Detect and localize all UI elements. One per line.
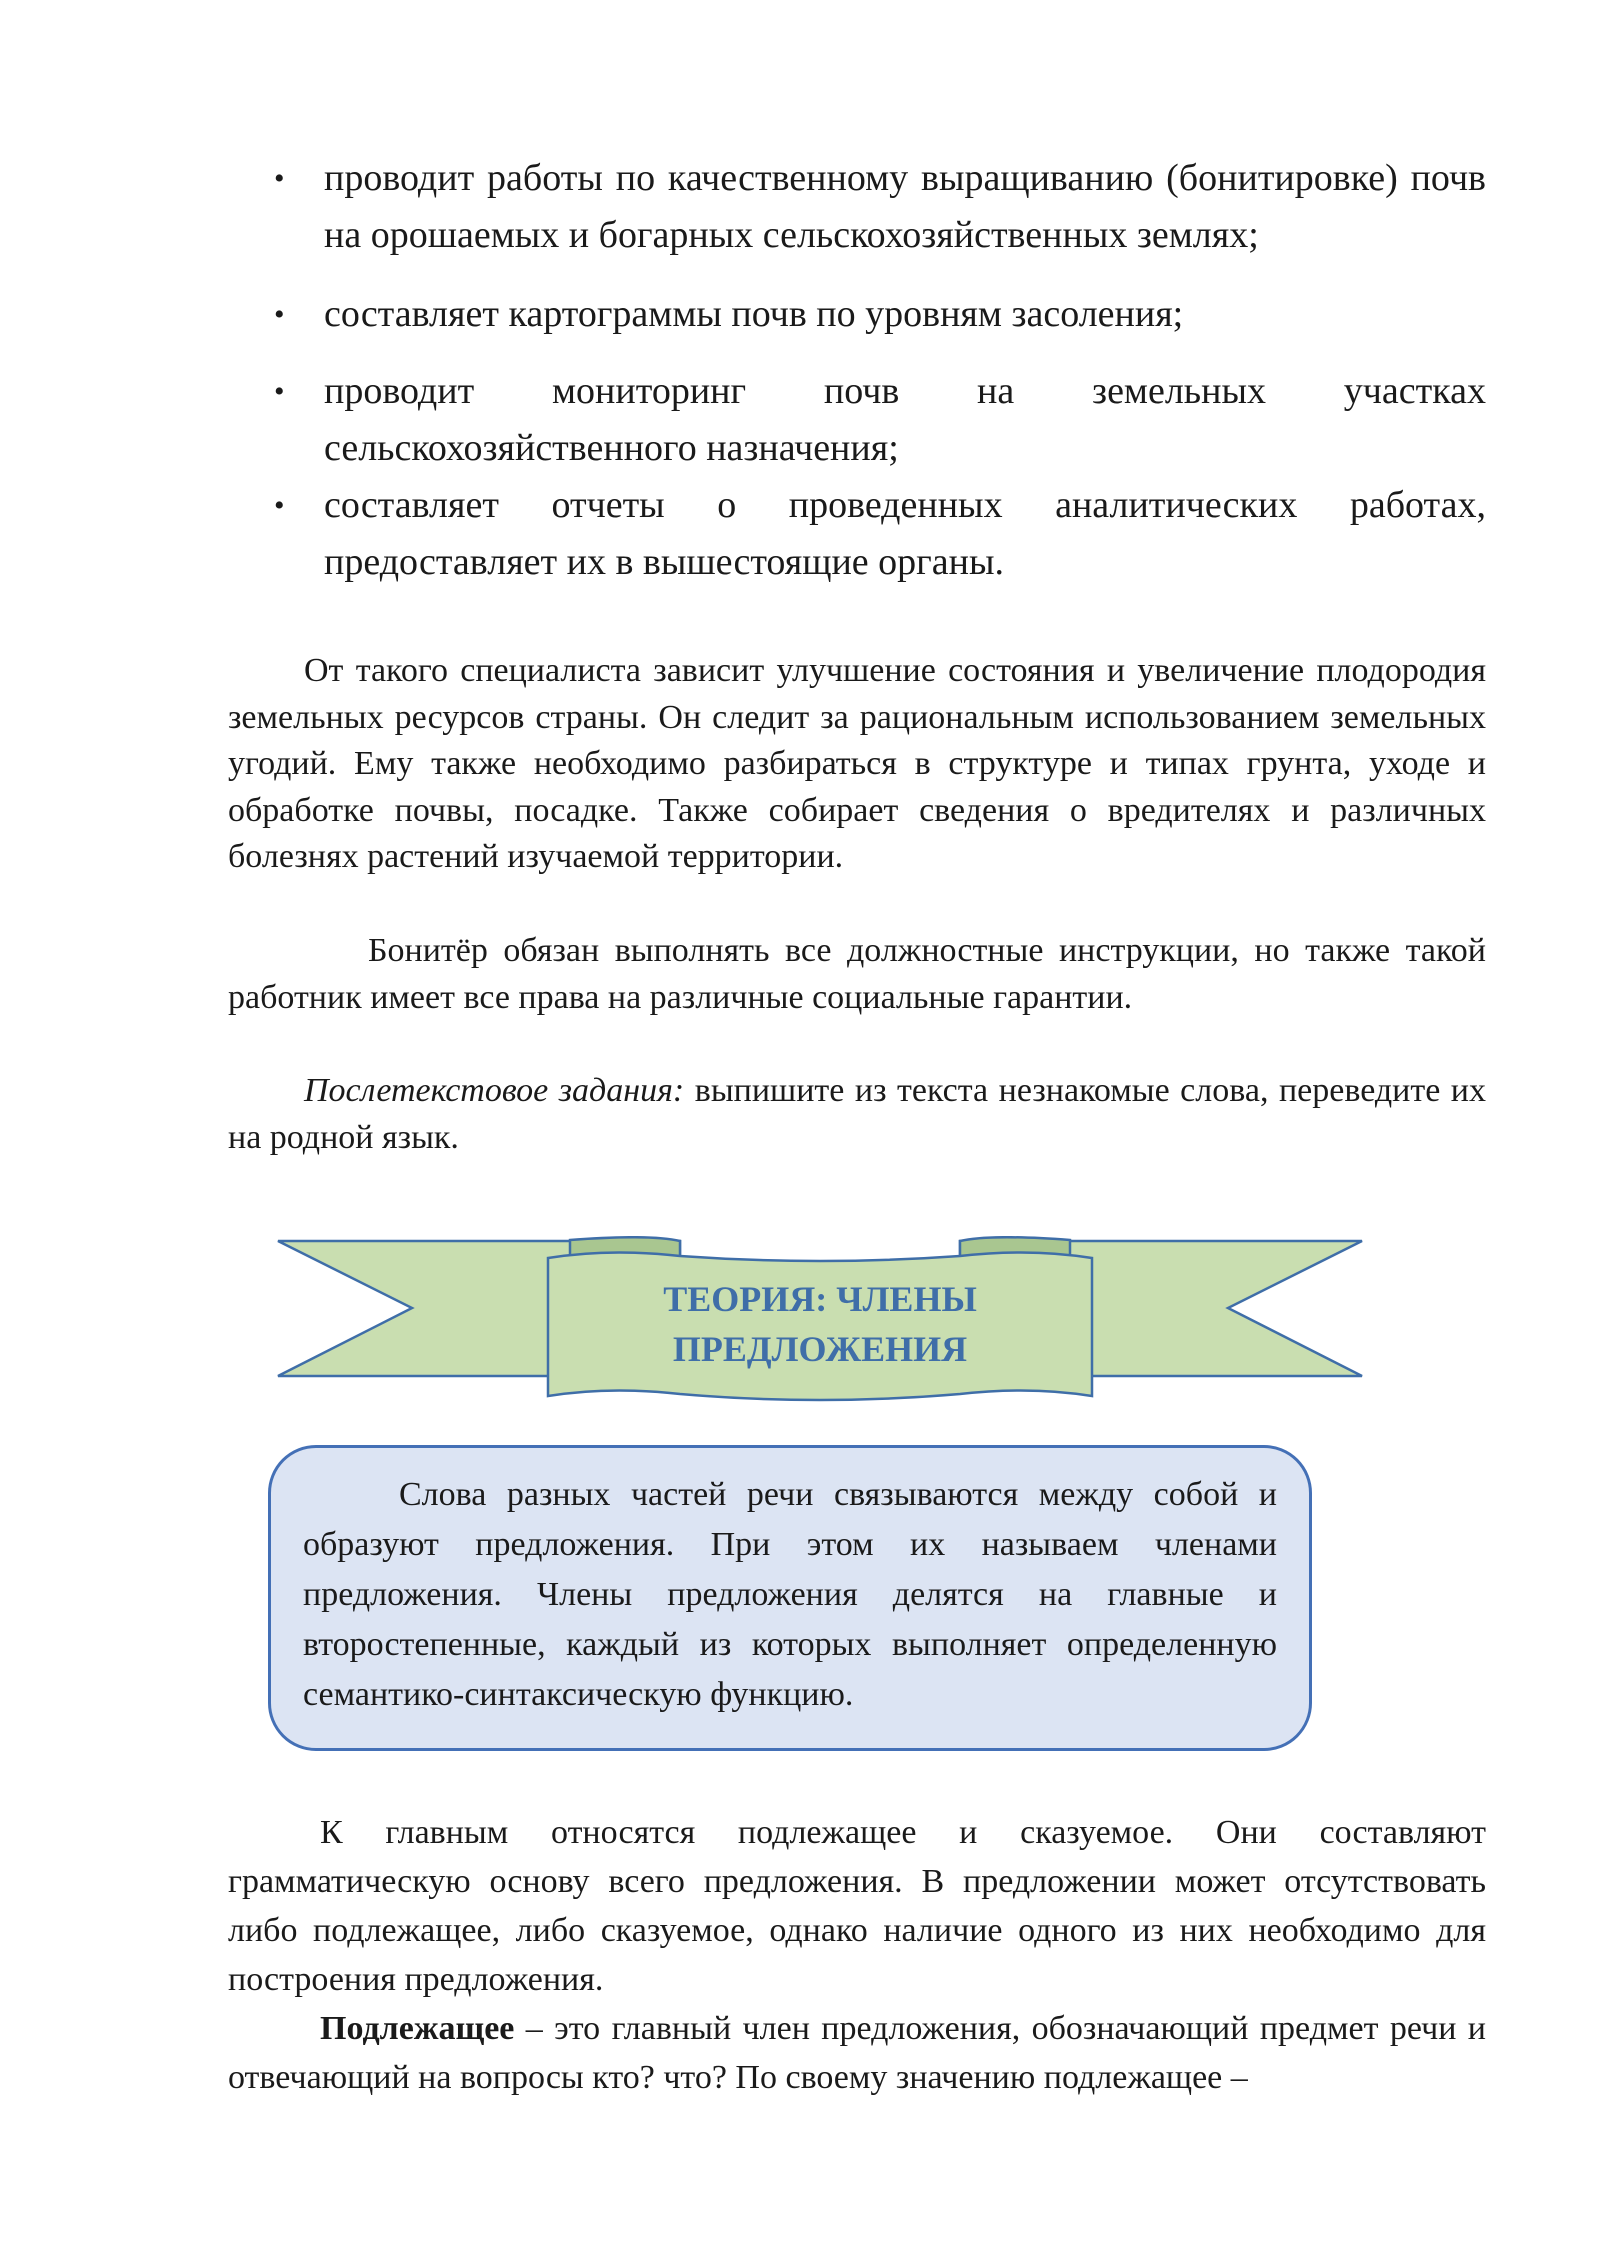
term-subject: Подлежащее [320, 2010, 515, 2047]
paragraph-main-members: К главным относятся подлежащее и сказуемое. Они составляют грамматическую основу всего предложения. В предложении может отсутствовать либо подлежащее, либо сказуемое, однако наличие одного из них необходимо для построения предложения. [228, 1814, 1486, 1998]
task-label: Послетекстовое задания: [304, 1072, 685, 1109]
theory-banner [270, 1236, 1370, 1411]
banner-title-line1: ТЕОРИЯ: ЧЛЕНЫ [663, 1279, 977, 1319]
list-item: • проводит мониторинг почв на земельных участках сельскохозяйственного назначения; [228, 363, 1486, 477]
theory-box-text: Слова разных частей речи связываются между собой и образуют предложения. При этом их называем членами предложения. Члены предложения делятся на главные и второстепенные, каждый из которых выполняет определенную семантико-синтаксическую функцию. [303, 1476, 1277, 1713]
theory-box [268, 1445, 1312, 1751]
duties-list [228, 150, 1486, 591]
list-item: • составляет картограммы почв по уровням засоления; [228, 286, 1486, 343]
banner-title-line2: ПРЕДЛОЖЕНИЯ [672, 1329, 968, 1369]
subject-definition: – это главный член предложения, обозначающий предмет речи и отвечающий на вопросы кто? что? По своему значению подлежащее – [228, 2010, 1486, 2096]
list-item: • составляет отчеты о проведенных аналитических работах, предоставляет их в вышестоящие органы. [228, 477, 1486, 591]
paragraph-specialist: От такого специалиста зависит улучшение состояния и увеличение плодородия земельных ресурсов страны. Он следит за рациональным использованием земельных угодий. Ему также необходимо разбираться в структуре и типах грунта, уходе и обработке почвы, посадке. Также собирает сведения о вредителях и различных болезнях растений изучаемой территории. [228, 652, 1486, 876]
paragraph-task [228, 1068, 1486, 1161]
banner-title [548, 1274, 1092, 1374]
list-item: • проводит работы по качественному выращиванию (бонитировке) почв на орошаемых и богарных сельскохозяйственных землях; [228, 150, 1486, 264]
paragraph-boniter: Бонитёр обязан выполнять все должностные инструкции, но также такой работник имеет все права на различные социальные гарантии. [228, 932, 1486, 1016]
paragraph-subject [228, 2004, 1486, 2102]
task-text: выпишите из текста незнакомые слова, переведите их на родной язык. [228, 1072, 1486, 1156]
